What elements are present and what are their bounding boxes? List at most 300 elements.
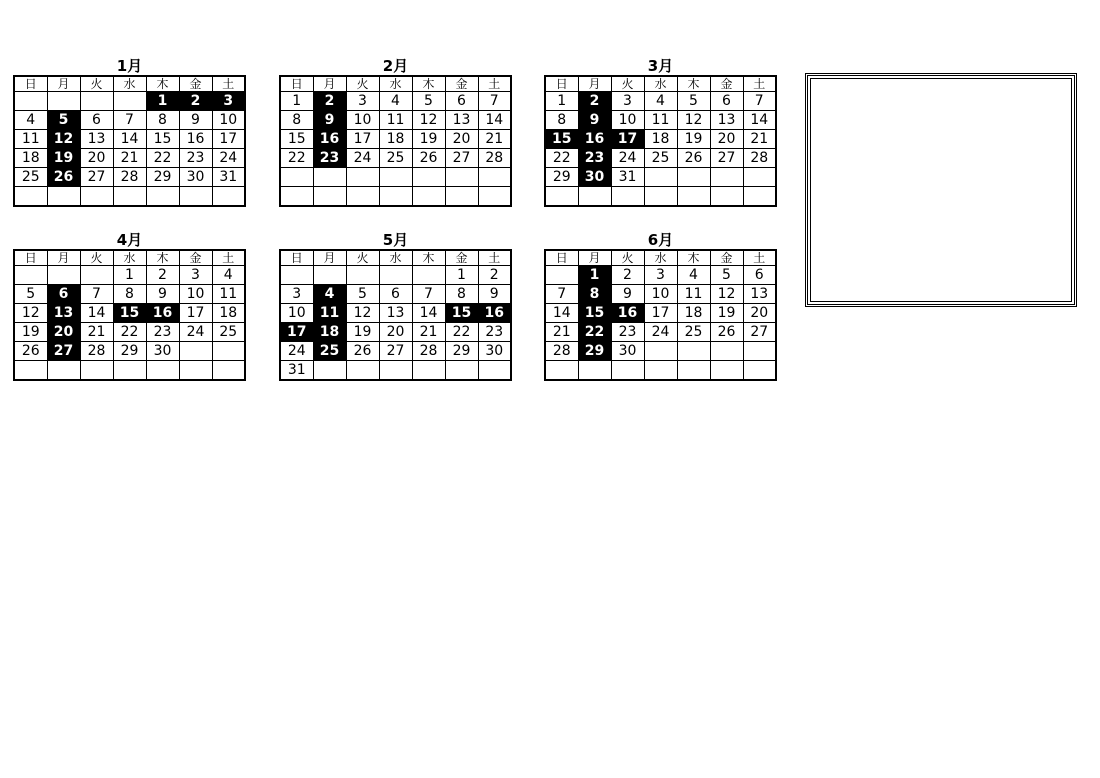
day-cell bbox=[212, 342, 245, 361]
weekday-header: 日 bbox=[545, 250, 578, 266]
day-cell bbox=[445, 361, 478, 381]
day-cell: 10 bbox=[212, 111, 245, 130]
month-label: 3月 bbox=[647, 57, 674, 75]
day-cell bbox=[146, 361, 179, 381]
day-cell: 22 bbox=[113, 323, 146, 342]
day-cell: 6 bbox=[743, 266, 776, 285]
day-cell: 18 bbox=[677, 304, 710, 323]
day-cell bbox=[677, 168, 710, 187]
day-cell: 16 bbox=[179, 130, 212, 149]
day-cell bbox=[47, 187, 80, 207]
weekday-header: 金 bbox=[179, 76, 212, 92]
weekday-header: 水 bbox=[644, 76, 677, 92]
weekday-header: 木 bbox=[146, 250, 179, 266]
day-cell: 31 bbox=[611, 168, 644, 187]
day-cell: 3 bbox=[644, 266, 677, 285]
day-cell: 16 bbox=[146, 304, 179, 323]
day-cell bbox=[478, 361, 511, 381]
day-cell: 14 bbox=[743, 111, 776, 130]
day-cell: 4 bbox=[644, 92, 677, 111]
day-cell: 21 bbox=[80, 323, 113, 342]
weekday-header: 日 bbox=[545, 76, 578, 92]
weekday-header: 金 bbox=[179, 250, 212, 266]
day-cell: 15 bbox=[280, 130, 313, 149]
day-cell: 17 bbox=[212, 130, 245, 149]
day-cell bbox=[710, 187, 743, 207]
day-cell bbox=[179, 361, 212, 381]
day-cell bbox=[545, 361, 578, 381]
day-cell: 7 bbox=[412, 285, 445, 304]
month-table bbox=[13, 249, 246, 381]
day-cell: 14 bbox=[412, 304, 445, 323]
day-cell: 3 bbox=[346, 92, 379, 111]
day-cell: 6 bbox=[379, 285, 412, 304]
day-cell: 19 bbox=[346, 323, 379, 342]
day-cell: 8 bbox=[146, 111, 179, 130]
day-cell: 26 bbox=[346, 342, 379, 361]
day-cell: 3 bbox=[212, 92, 245, 111]
month-calendar bbox=[13, 231, 246, 381]
day-cell bbox=[313, 266, 346, 285]
day-cell bbox=[412, 187, 445, 207]
day-cell: 20 bbox=[80, 149, 113, 168]
day-cell: 15 bbox=[545, 130, 578, 149]
day-cell: 12 bbox=[677, 111, 710, 130]
day-cell: 22 bbox=[545, 149, 578, 168]
day-cell: 25 bbox=[313, 342, 346, 361]
day-cell: 21 bbox=[412, 323, 445, 342]
weekday-header: 土 bbox=[743, 250, 776, 266]
day-cell: 10 bbox=[611, 111, 644, 130]
day-cell: 5 bbox=[14, 285, 47, 304]
day-cell: 16 bbox=[578, 130, 611, 149]
day-cell: 21 bbox=[743, 130, 776, 149]
day-cell: 20 bbox=[710, 130, 743, 149]
day-cell bbox=[179, 187, 212, 207]
day-cell: 27 bbox=[47, 342, 80, 361]
day-cell: 18 bbox=[379, 130, 412, 149]
day-cell: 11 bbox=[313, 304, 346, 323]
day-cell bbox=[743, 342, 776, 361]
day-cell: 24 bbox=[611, 149, 644, 168]
month-calendar bbox=[279, 231, 512, 381]
day-cell: 1 bbox=[578, 266, 611, 285]
day-cell: 4 bbox=[212, 266, 245, 285]
day-cell: 25 bbox=[212, 323, 245, 342]
day-cell: 31 bbox=[280, 361, 313, 381]
day-cell bbox=[80, 361, 113, 381]
day-cell: 29 bbox=[146, 168, 179, 187]
day-cell: 22 bbox=[445, 323, 478, 342]
holiday-info-box bbox=[805, 73, 1077, 307]
day-cell: 20 bbox=[379, 323, 412, 342]
day-cell: 1 bbox=[545, 92, 578, 111]
day-cell: 27 bbox=[710, 149, 743, 168]
weekday-header: 火 bbox=[80, 250, 113, 266]
day-cell bbox=[743, 361, 776, 381]
day-cell bbox=[478, 187, 511, 207]
weekday-header: 水 bbox=[113, 76, 146, 92]
day-cell bbox=[80, 266, 113, 285]
month-table bbox=[544, 75, 777, 207]
day-cell: 25 bbox=[644, 149, 677, 168]
weekday-header: 火 bbox=[346, 76, 379, 92]
day-cell: 16 bbox=[611, 304, 644, 323]
day-cell bbox=[710, 342, 743, 361]
day-cell bbox=[346, 187, 379, 207]
day-cell: 18 bbox=[212, 304, 245, 323]
weekday-header: 木 bbox=[412, 76, 445, 92]
day-cell: 7 bbox=[478, 92, 511, 111]
day-cell bbox=[212, 361, 245, 381]
weekday-header: 木 bbox=[677, 250, 710, 266]
day-cell: 22 bbox=[146, 149, 179, 168]
day-cell bbox=[313, 168, 346, 187]
day-cell: 5 bbox=[47, 111, 80, 130]
day-cell: 22 bbox=[578, 323, 611, 342]
month-calendar bbox=[13, 57, 246, 207]
day-cell: 14 bbox=[545, 304, 578, 323]
day-cell: 13 bbox=[80, 130, 113, 149]
day-cell bbox=[644, 342, 677, 361]
month-label: 1月 bbox=[116, 57, 143, 75]
day-cell: 3 bbox=[179, 266, 212, 285]
day-cell: 13 bbox=[379, 304, 412, 323]
month-table bbox=[13, 75, 246, 207]
day-cell: 30 bbox=[179, 168, 212, 187]
day-cell: 30 bbox=[578, 168, 611, 187]
day-cell: 24 bbox=[212, 149, 245, 168]
day-cell: 28 bbox=[743, 149, 776, 168]
weekday-header: 木 bbox=[146, 76, 179, 92]
day-cell: 17 bbox=[346, 130, 379, 149]
day-cell: 20 bbox=[445, 130, 478, 149]
day-cell: 21 bbox=[478, 130, 511, 149]
day-cell: 29 bbox=[445, 342, 478, 361]
weekday-header: 日 bbox=[280, 76, 313, 92]
day-cell: 28 bbox=[545, 342, 578, 361]
day-cell: 10 bbox=[644, 285, 677, 304]
day-cell: 19 bbox=[710, 304, 743, 323]
month-label: 5月 bbox=[382, 231, 409, 249]
day-cell bbox=[743, 187, 776, 207]
day-cell bbox=[379, 168, 412, 187]
day-cell bbox=[313, 187, 346, 207]
day-cell: 4 bbox=[379, 92, 412, 111]
day-cell bbox=[412, 361, 445, 381]
day-cell: 14 bbox=[478, 111, 511, 130]
weekday-header: 月 bbox=[47, 250, 80, 266]
withdraw-row bbox=[840, 388, 896, 404]
day-cell: 11 bbox=[379, 111, 412, 130]
day-cell bbox=[346, 266, 379, 285]
day-cell: 21 bbox=[545, 323, 578, 342]
day-cell: 4 bbox=[14, 111, 47, 130]
month-table bbox=[544, 249, 777, 381]
weekday-header: 金 bbox=[710, 76, 743, 92]
day-cell: 8 bbox=[113, 285, 146, 304]
day-cell: 20 bbox=[743, 304, 776, 323]
day-cell: 14 bbox=[80, 304, 113, 323]
day-cell: 7 bbox=[743, 92, 776, 111]
day-cell: 2 bbox=[578, 92, 611, 111]
day-cell: 27 bbox=[445, 149, 478, 168]
day-cell: 9 bbox=[179, 111, 212, 130]
day-cell: 12 bbox=[14, 304, 47, 323]
day-cell: 19 bbox=[677, 130, 710, 149]
day-cell bbox=[346, 361, 379, 381]
day-cell bbox=[146, 187, 179, 207]
day-cell: 13 bbox=[710, 111, 743, 130]
day-cell bbox=[14, 266, 47, 285]
day-cell bbox=[47, 361, 80, 381]
day-cell: 2 bbox=[313, 92, 346, 111]
day-cell: 9 bbox=[146, 285, 179, 304]
day-cell: 12 bbox=[47, 130, 80, 149]
day-cell bbox=[611, 187, 644, 207]
day-cell bbox=[412, 168, 445, 187]
day-cell: 5 bbox=[710, 266, 743, 285]
day-cell: 7 bbox=[545, 285, 578, 304]
day-cell bbox=[743, 168, 776, 187]
day-cell bbox=[14, 92, 47, 111]
day-cell bbox=[478, 168, 511, 187]
day-cell: 19 bbox=[412, 130, 445, 149]
day-cell: 29 bbox=[578, 342, 611, 361]
day-cell: 30 bbox=[478, 342, 511, 361]
day-cell: 6 bbox=[710, 92, 743, 111]
day-cell: 11 bbox=[212, 285, 245, 304]
day-cell: 7 bbox=[80, 285, 113, 304]
day-cell: 25 bbox=[379, 149, 412, 168]
day-cell: 30 bbox=[611, 342, 644, 361]
day-cell bbox=[179, 342, 212, 361]
day-cell: 26 bbox=[677, 149, 710, 168]
day-cell bbox=[578, 187, 611, 207]
day-cell bbox=[710, 361, 743, 381]
day-cell: 18 bbox=[14, 149, 47, 168]
day-cell: 13 bbox=[47, 304, 80, 323]
day-cell bbox=[313, 361, 346, 381]
day-cell: 4 bbox=[677, 266, 710, 285]
day-cell: 14 bbox=[113, 130, 146, 149]
day-cell: 9 bbox=[611, 285, 644, 304]
weekday-header: 木 bbox=[412, 250, 445, 266]
weekday-header: 木 bbox=[677, 76, 710, 92]
day-cell: 8 bbox=[545, 111, 578, 130]
weekday-header: 金 bbox=[445, 76, 478, 92]
month-label: 6月 bbox=[647, 231, 674, 249]
day-cell: 5 bbox=[412, 92, 445, 111]
weekday-header: 火 bbox=[611, 76, 644, 92]
month-table bbox=[279, 249, 512, 381]
day-cell: 10 bbox=[179, 285, 212, 304]
day-cell bbox=[644, 168, 677, 187]
weekday-header: 火 bbox=[80, 76, 113, 92]
weekday-header: 火 bbox=[346, 250, 379, 266]
day-cell: 27 bbox=[379, 342, 412, 361]
day-cell: 3 bbox=[280, 285, 313, 304]
day-cell bbox=[80, 92, 113, 111]
day-cell bbox=[445, 187, 478, 207]
day-cell bbox=[47, 266, 80, 285]
day-cell: 28 bbox=[412, 342, 445, 361]
day-cell: 29 bbox=[545, 168, 578, 187]
day-cell bbox=[677, 187, 710, 207]
leave-row bbox=[840, 425, 896, 441]
weekday-header: 金 bbox=[710, 250, 743, 266]
day-cell: 10 bbox=[346, 111, 379, 130]
day-cell: 16 bbox=[478, 304, 511, 323]
weekday-header: 月 bbox=[578, 250, 611, 266]
day-cell: 31 bbox=[212, 168, 245, 187]
day-cell bbox=[346, 168, 379, 187]
day-cell: 6 bbox=[80, 111, 113, 130]
day-cell: 9 bbox=[313, 111, 346, 130]
weekday-header: 火 bbox=[611, 250, 644, 266]
day-cell: 8 bbox=[280, 111, 313, 130]
weekday-header: 月 bbox=[578, 76, 611, 92]
weekday-header: 水 bbox=[379, 250, 412, 266]
day-cell: 4 bbox=[313, 285, 346, 304]
weekday-header: 月 bbox=[313, 250, 346, 266]
day-cell bbox=[379, 187, 412, 207]
day-cell bbox=[545, 266, 578, 285]
day-cell: 15 bbox=[445, 304, 478, 323]
day-cell: 23 bbox=[146, 323, 179, 342]
page-title bbox=[100, 8, 194, 39]
day-cell: 11 bbox=[677, 285, 710, 304]
day-cell: 12 bbox=[710, 285, 743, 304]
day-cell: 7 bbox=[113, 111, 146, 130]
weekday-header: 月 bbox=[313, 76, 346, 92]
day-cell: 19 bbox=[47, 149, 80, 168]
day-cell bbox=[677, 361, 710, 381]
day-cell bbox=[412, 266, 445, 285]
weekday-header: 土 bbox=[212, 250, 245, 266]
day-cell: 26 bbox=[412, 149, 445, 168]
day-cell: 9 bbox=[578, 111, 611, 130]
day-cell: 18 bbox=[644, 130, 677, 149]
day-cell: 26 bbox=[14, 342, 47, 361]
day-cell: 27 bbox=[743, 323, 776, 342]
day-cell: 29 bbox=[113, 342, 146, 361]
day-cell: 13 bbox=[445, 111, 478, 130]
weekday-header: 金 bbox=[445, 250, 478, 266]
day-cell: 23 bbox=[179, 149, 212, 168]
day-cell: 17 bbox=[611, 130, 644, 149]
day-cell: 23 bbox=[478, 323, 511, 342]
day-cell bbox=[113, 92, 146, 111]
day-cell: 5 bbox=[346, 285, 379, 304]
day-cell bbox=[677, 342, 710, 361]
day-cell bbox=[280, 168, 313, 187]
day-cell: 20 bbox=[47, 323, 80, 342]
weekday-header: 日 bbox=[14, 250, 47, 266]
weekday-header: 水 bbox=[113, 250, 146, 266]
day-cell: 9 bbox=[478, 285, 511, 304]
day-cell: 25 bbox=[14, 168, 47, 187]
weekday-header: 土 bbox=[478, 250, 511, 266]
day-cell: 18 bbox=[313, 323, 346, 342]
day-cell: 25 bbox=[677, 323, 710, 342]
day-cell: 24 bbox=[280, 342, 313, 361]
day-cell bbox=[445, 168, 478, 187]
day-cell: 2 bbox=[146, 266, 179, 285]
weekday-header: 水 bbox=[379, 76, 412, 92]
day-cell bbox=[280, 187, 313, 207]
month-table bbox=[279, 75, 512, 207]
day-cell bbox=[113, 187, 146, 207]
day-cell: 11 bbox=[644, 111, 677, 130]
month-calendar bbox=[279, 57, 512, 207]
day-cell: 28 bbox=[113, 168, 146, 187]
day-cell bbox=[80, 187, 113, 207]
day-cell: 28 bbox=[478, 149, 511, 168]
month-label: 2月 bbox=[382, 57, 409, 75]
weekday-header: 日 bbox=[14, 76, 47, 92]
day-cell: 23 bbox=[313, 149, 346, 168]
day-cell: 22 bbox=[280, 149, 313, 168]
day-cell: 30 bbox=[146, 342, 179, 361]
day-cell: 2 bbox=[611, 266, 644, 285]
day-cell: 27 bbox=[80, 168, 113, 187]
day-cell: 12 bbox=[346, 304, 379, 323]
day-cell: 2 bbox=[179, 92, 212, 111]
day-cell: 1 bbox=[445, 266, 478, 285]
deadline-heading bbox=[810, 345, 838, 364]
day-cell: 28 bbox=[80, 342, 113, 361]
day-cell: 1 bbox=[146, 92, 179, 111]
weekday-header: 土 bbox=[743, 76, 776, 92]
day-cell bbox=[710, 168, 743, 187]
day-cell: 11 bbox=[14, 130, 47, 149]
day-cell: 6 bbox=[47, 285, 80, 304]
day-cell: 23 bbox=[611, 323, 644, 342]
day-cell bbox=[545, 187, 578, 207]
day-cell: 12 bbox=[412, 111, 445, 130]
day-cell: 15 bbox=[578, 304, 611, 323]
weekday-header: 水 bbox=[644, 250, 677, 266]
weekday-header: 月 bbox=[47, 76, 80, 92]
day-cell: 17 bbox=[280, 323, 313, 342]
day-cell: 24 bbox=[179, 323, 212, 342]
day-cell: 2 bbox=[478, 266, 511, 285]
day-cell: 3 bbox=[611, 92, 644, 111]
day-cell: 24 bbox=[346, 149, 379, 168]
day-cell bbox=[14, 361, 47, 381]
month-calendar bbox=[544, 57, 777, 207]
day-cell: 13 bbox=[743, 285, 776, 304]
day-cell bbox=[47, 92, 80, 111]
day-cell bbox=[379, 266, 412, 285]
day-cell: 1 bbox=[280, 92, 313, 111]
day-cell: 21 bbox=[113, 149, 146, 168]
day-cell bbox=[644, 361, 677, 381]
day-cell: 26 bbox=[710, 323, 743, 342]
day-cell: 19 bbox=[14, 323, 47, 342]
day-cell bbox=[578, 361, 611, 381]
weekday-header: 土 bbox=[212, 76, 245, 92]
day-cell bbox=[644, 187, 677, 207]
weekday-header: 日 bbox=[280, 250, 313, 266]
day-cell: 17 bbox=[644, 304, 677, 323]
day-cell: 6 bbox=[445, 92, 478, 111]
day-cell: 26 bbox=[47, 168, 80, 187]
weekday-header: 土 bbox=[478, 76, 511, 92]
day-cell: 5 bbox=[677, 92, 710, 111]
day-cell: 8 bbox=[578, 285, 611, 304]
